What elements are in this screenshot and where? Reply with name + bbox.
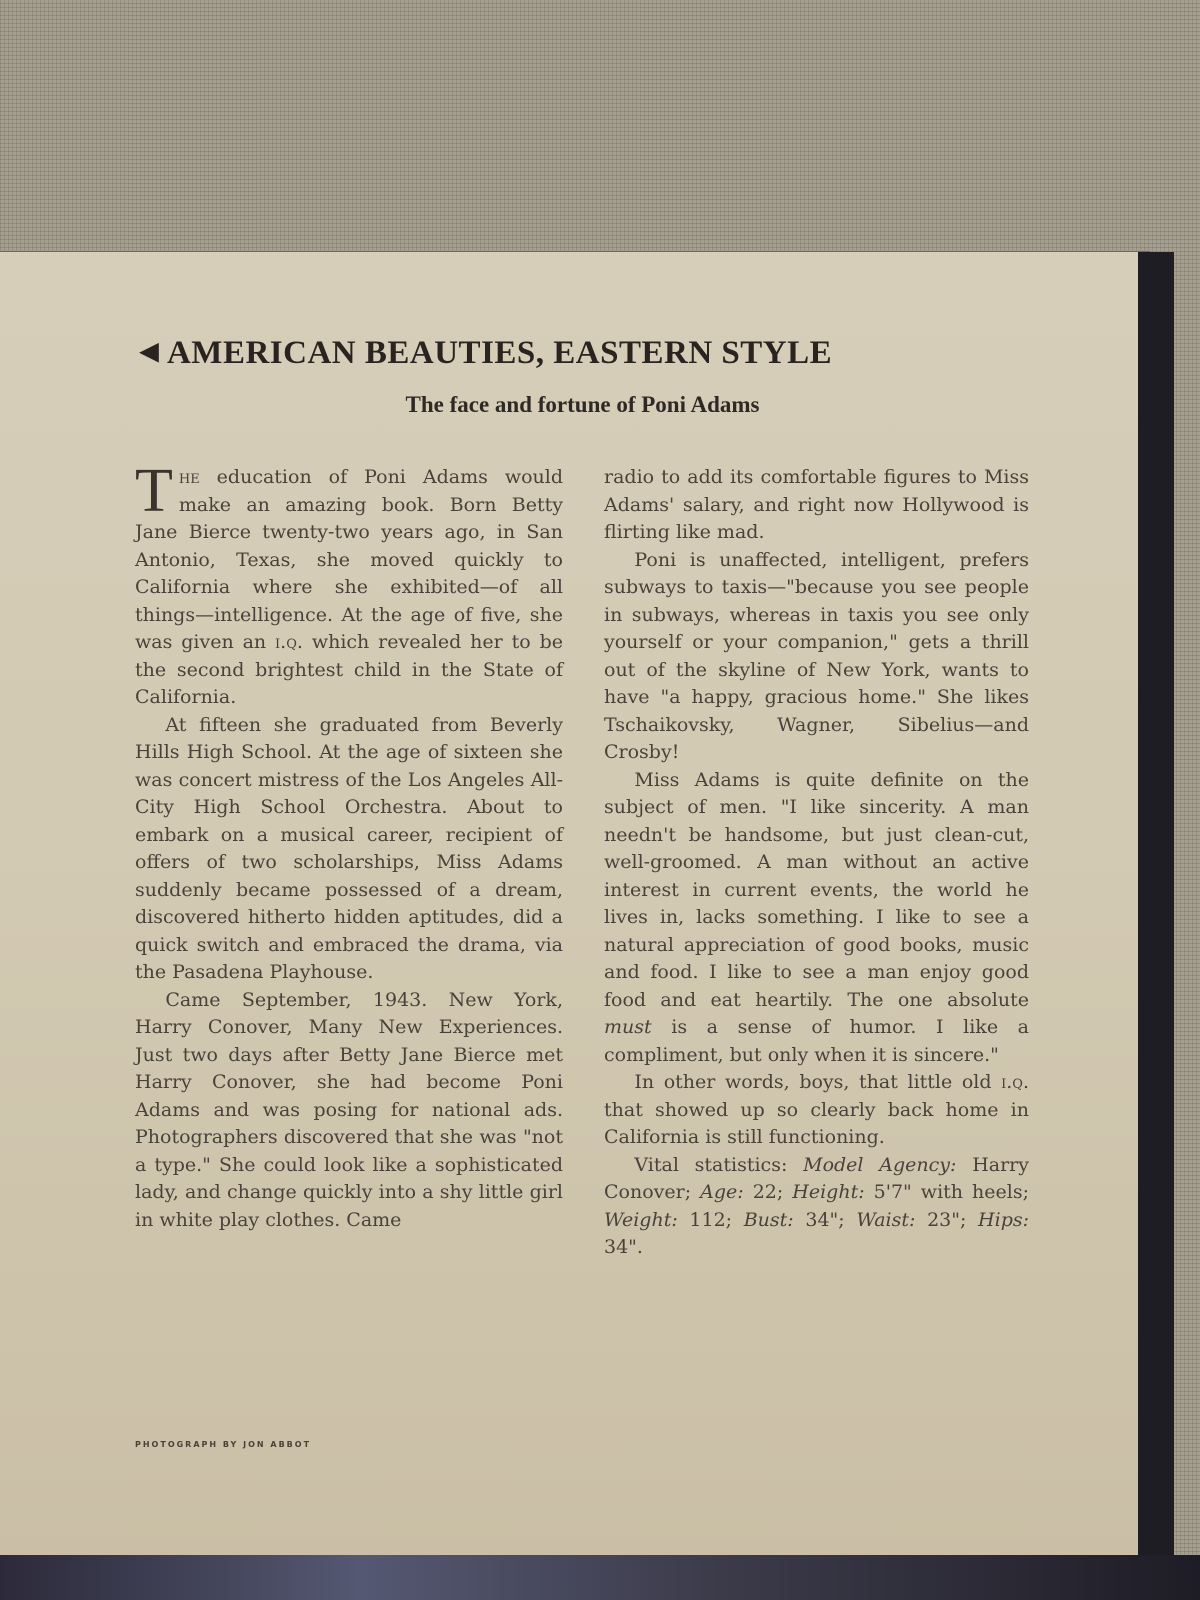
paragraph-3: Came September, 1943. New York, Harry Conover, Many New Experiences. Just two days after Betty Jane Bierce met Harry Conover, she had become Poni Adams and was posing for national ads. Photographers discovered that she was "not a type." She could look like a sophisticated lady, and change quickly into a shy little girl in white play clothes. Came <box>135 988 563 1231</box>
paragraph-continued: radio to add its comfortable figures to Miss Adams' salary, and right now Hollywood is flirting like mad. <box>604 466 1029 543</box>
vital-statistics <box>604 1152 1029 1262</box>
pointer-arrow-icon: ◀ <box>140 339 159 365</box>
stat-value-agency: Harry Conover; <box>604 1153 1029 1203</box>
paragraph-2: At fifteen she graduated from Beverly Hills High School. At the age of sixteen she was concert mistress of the Los Angeles All-City High School Orchestra. About to embark on a musical career, recipient of offers of two scholarships, Miss Adams suddenly became possessed of a dream, discovered hitherto hidden aptitudes, did a quick switch and embraced the drama, via the Pasadena Playhouse. <box>135 713 563 983</box>
iq-abbrev: i.q. <box>1001 1071 1029 1093</box>
paragraph-5 <box>604 767 1029 1070</box>
right-column <box>604 464 1029 1262</box>
stat-value-height: 5'7" with heels; <box>864 1181 1029 1203</box>
iq-abbrev: i.q. <box>275 631 303 653</box>
stat-label-height: Height: <box>792 1181 865 1203</box>
stat-value-waist: 23"; <box>915 1208 979 1231</box>
paragraph-4: Poni is unaffected, intelligent, prefers subways to taxis—"because you see people in subways, whereas in taxis you see only yourself or your companion," gets a thrill out of the skyline of New York, wants to have "a happy, gracious home." She likes Tschaikovsky, Wagner, Sibelius—and Crosby! <box>604 548 1029 763</box>
paragraph-6 <box>604 1069 1029 1152</box>
stat-label-agency: Model Agency: <box>803 1153 957 1176</box>
stat-value-age: 22; <box>743 1181 793 1203</box>
vital-lead: Vital statistics: <box>634 1153 804 1176</box>
stat-label-hips: Hips: <box>978 1208 1030 1231</box>
paragraph-text: is a sense of humor. I like a compliment, but only when it is sincere." <box>604 1016 1029 1066</box>
paragraph-text: that showed up so clearly back home in California is still functioning. <box>604 1098 1029 1148</box>
left-column <box>135 457 564 1234</box>
paragraph-text: which revealed her to be the second brightest child in the State of California. <box>135 631 564 708</box>
kicker-text: AMERICAN BEAUTIES, EASTERN STYLE <box>166 335 833 371</box>
paragraph-1 <box>135 457 564 712</box>
stat-label-weight: Weight: <box>604 1208 678 1231</box>
article-kicker <box>140 335 1025 372</box>
page-edge-shadow <box>1138 252 1174 1555</box>
stat-value-weight: 112; <box>677 1208 744 1231</box>
stat-value-hips: 34". <box>604 1236 643 1258</box>
emphasis-must: must <box>604 1016 652 1038</box>
stat-label-age: Age: <box>700 1181 744 1203</box>
stat-label-bust: Bust: <box>743 1208 794 1231</box>
stat-value-bust: 34"; <box>793 1208 857 1231</box>
paragraph-text: In other words, boys, that little old <box>634 1071 1002 1093</box>
paragraph-text: education of Poni Adams would make an amazing book. Born Betty Jane Bierce twenty-two years ago, in San Antonio, Texas, she moved quickly to California where she exhibited—of all things—intelligence. At the age of five, she was given an <box>135 466 563 653</box>
bottom-fabric-strip <box>0 1555 1200 1600</box>
photo-credit: PHOTOGRAPH BY JON ABBOT <box>135 1440 312 1449</box>
drop-cap: T <box>135 457 173 525</box>
stat-label-waist: Waist: <box>856 1208 916 1231</box>
paragraph-text: Miss Adams is quite definite on the subject of men. "I like sincerity. A man needn't be handsome, but just clean-cut, well-groomed. A man without an active interest in current events, the world he lives in, lacks something. I like to see a natural appreciation of good books, music and food. I like to see a man enjoy good food and eat heartily. The one absolute <box>604 768 1029 1011</box>
smallcaps-lead: he <box>178 466 200 488</box>
article-subtitle: The face and fortune of Poni Adams <box>405 392 760 417</box>
